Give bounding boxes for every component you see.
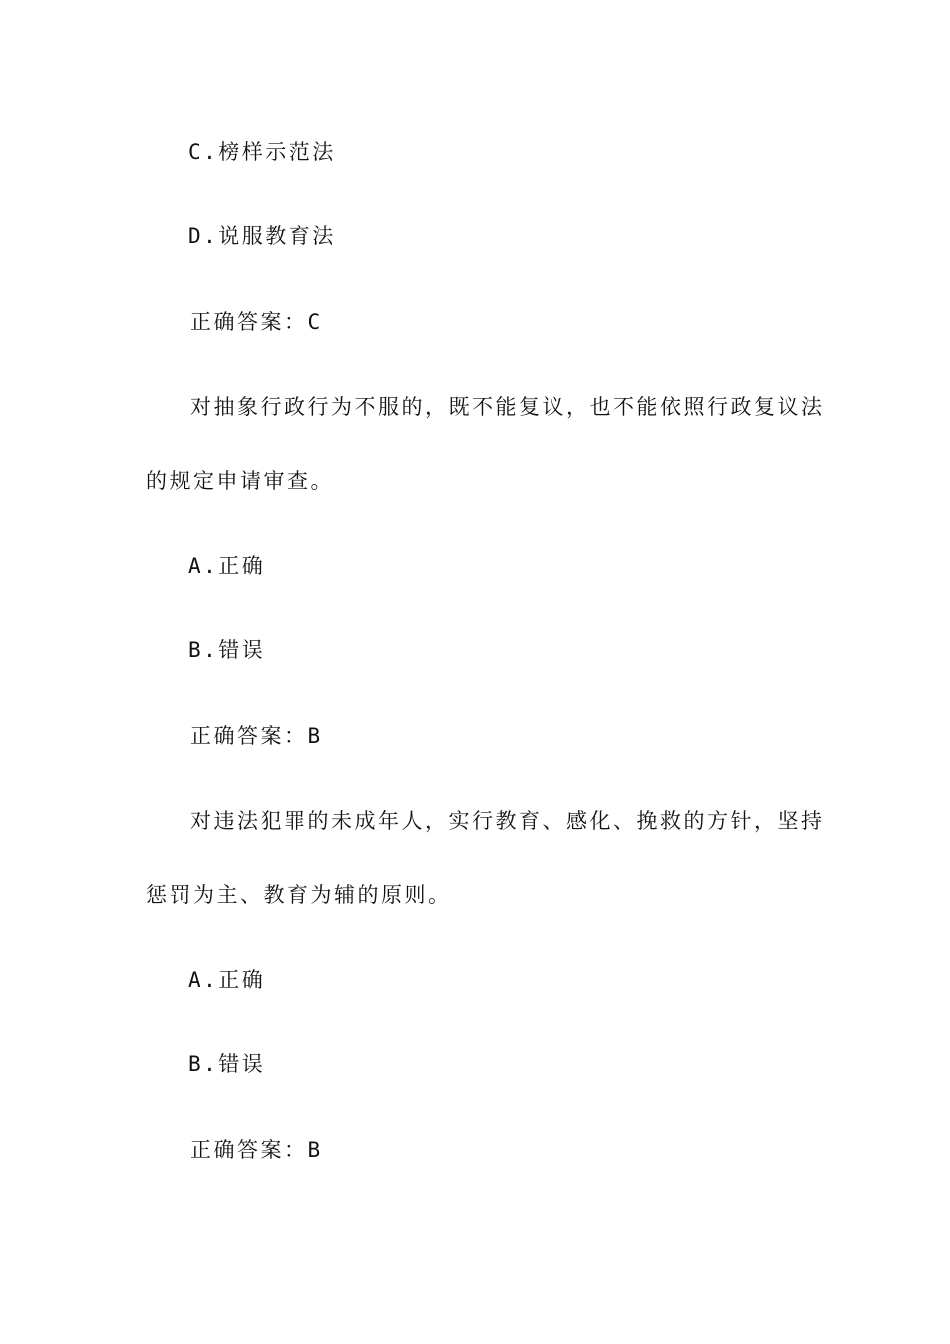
option-a-text: A.正确 [188,554,266,578]
answer-text: 正确答案：B [190,724,323,748]
answer-text: 正确答案：C [190,310,323,334]
option-a-text: A.正确 [188,968,266,992]
question-text: 对违法犯罪的未成年人，实行教育、感化、挽救的方针，坚持 [190,809,825,833]
question-text: 对抽象行政行为不服的，既不能复议，也不能依照行政复议法 [190,395,825,419]
question-text-continued: 惩罚为主、教育为辅的原则。 [146,883,452,907]
answer-text: 正确答案：B [190,1138,323,1162]
option-b-text: B.错误 [188,638,266,662]
question-text-continued: 的规定申请审查。 [146,469,334,493]
option-d-text: D.说服教育法 [188,224,336,248]
option-c-text: C.榜样示范法 [188,140,336,164]
option-b-text: B.错误 [188,1052,266,1076]
